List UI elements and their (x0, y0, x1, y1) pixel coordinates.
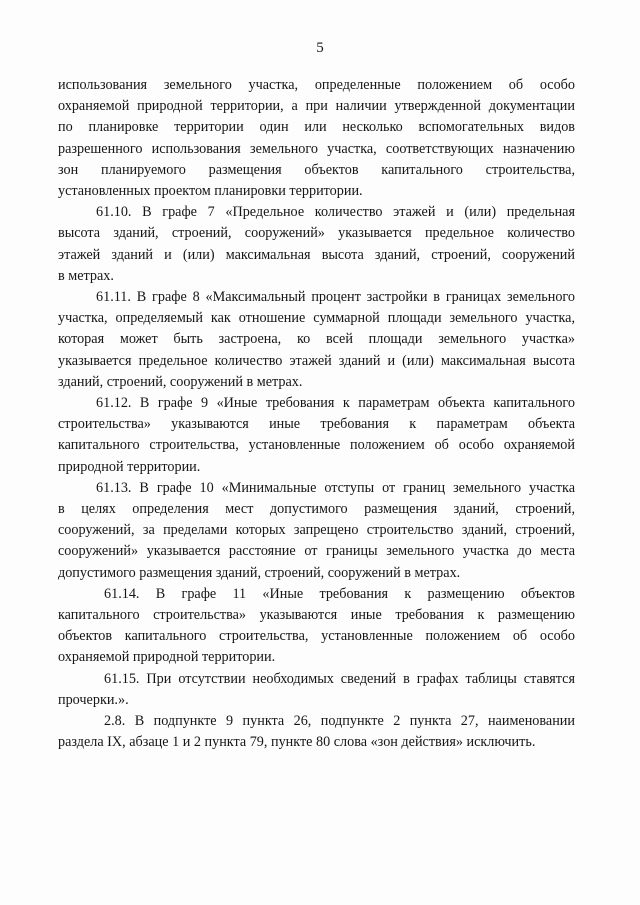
text-line: высота зданий, строений, сооружений» указывается предельное количество (58, 225, 575, 242)
text-line: раздела IX, абзаце 1 и 2 пункта 79, пункте 80 слова «зон действия» исключить. (58, 734, 536, 751)
text-line: 61.14. В графе 11 «Иные требования к размещению объектов (104, 585, 575, 602)
text-line: природной территории. (58, 458, 201, 475)
text-line: 61.12. В графе 9 «Иные требования к параметрам объекта капитального (96, 395, 575, 412)
paragraph-item-61-10 (58, 202, 575, 287)
text-line: указывается предельное количество этажей зданий и (или) максимальная высота (58, 352, 575, 369)
text-line: сооружений, за пределами которых запрещено строительство зданий, строений, (58, 522, 575, 539)
page-number: 5 (316, 40, 324, 56)
paragraph-continuation (58, 75, 575, 202)
text-line: охраняемой природной территории, а при наличии утвержденной документации (58, 98, 575, 115)
text-line: 61.13. В графе 10 «Минимальные отступы от границ земельного участка (96, 479, 575, 496)
text-line: 61.11. В графе 8 «Максимальный процент застройки в границах земельного (96, 289, 575, 306)
paragraph-item-2-8 (58, 711, 575, 753)
text-line: 61.15. При отсутствии необходимых сведений в графах таблицы ставятся (104, 670, 575, 687)
text-line: объектов капитального строительства, установленные положением об особо (58, 628, 575, 645)
paragraph-item-61-13 (58, 478, 575, 584)
text-line: в целях определения мест допустимого размещения зданий, строений, (58, 501, 575, 518)
document-body (58, 75, 575, 754)
paragraph-item-61-11 (58, 287, 575, 393)
text-line: 2.8. В подпункте 9 пункта 26, подпункте 2 пункта 27, наименовании (104, 713, 575, 730)
paragraph-item-61-12 (58, 393, 575, 478)
text-line: в метрах. (58, 267, 114, 284)
text-line: капитального строительства, установленные положением об особо охраняемой (58, 437, 575, 454)
text-line: зданий, строений, сооружений в метрах. (58, 373, 303, 390)
text-line: разрешенного использования земельного участка, соответствующих назначению (58, 140, 575, 157)
text-line: прочерки.». (58, 691, 129, 708)
text-line: которая может быть застроена, ко всей площади земельного участка» (58, 331, 575, 348)
text-line: по планировке территории один или несколько вспомогательных видов (58, 119, 575, 136)
text-line: использования земельного участка, определенные положением об особо (58, 77, 575, 93)
text-line: охраняемой природной территории. (58, 649, 276, 666)
paragraph-item-61-14 (58, 584, 575, 669)
text-line: зон планируемого размещения объектов капитального строительства, (58, 161, 575, 178)
text-line: строительства» указываются иные требования к параметрам объекта (58, 416, 575, 433)
text-line: 61.10. В графе 7 «Предельное количество этажей и (или) предельная (96, 204, 575, 221)
text-line: сооружений» указывается расстояние от границы земельного участка до места (58, 543, 575, 560)
text-line: допустимого размещения зданий, строений, сооружений в метрах. (58, 564, 461, 581)
text-line: этажей зданий и (или) максимальная высота зданий, строений, сооружений (58, 246, 575, 263)
paragraph-item-61-15 (58, 669, 575, 711)
text-line: установленных проектом планировки территории. (58, 183, 363, 200)
text-line: капитального строительства» указываются иные требования к размещению (58, 607, 575, 624)
text-line: участка, определяемый как отношение суммарной площади земельного участка, (58, 310, 575, 327)
